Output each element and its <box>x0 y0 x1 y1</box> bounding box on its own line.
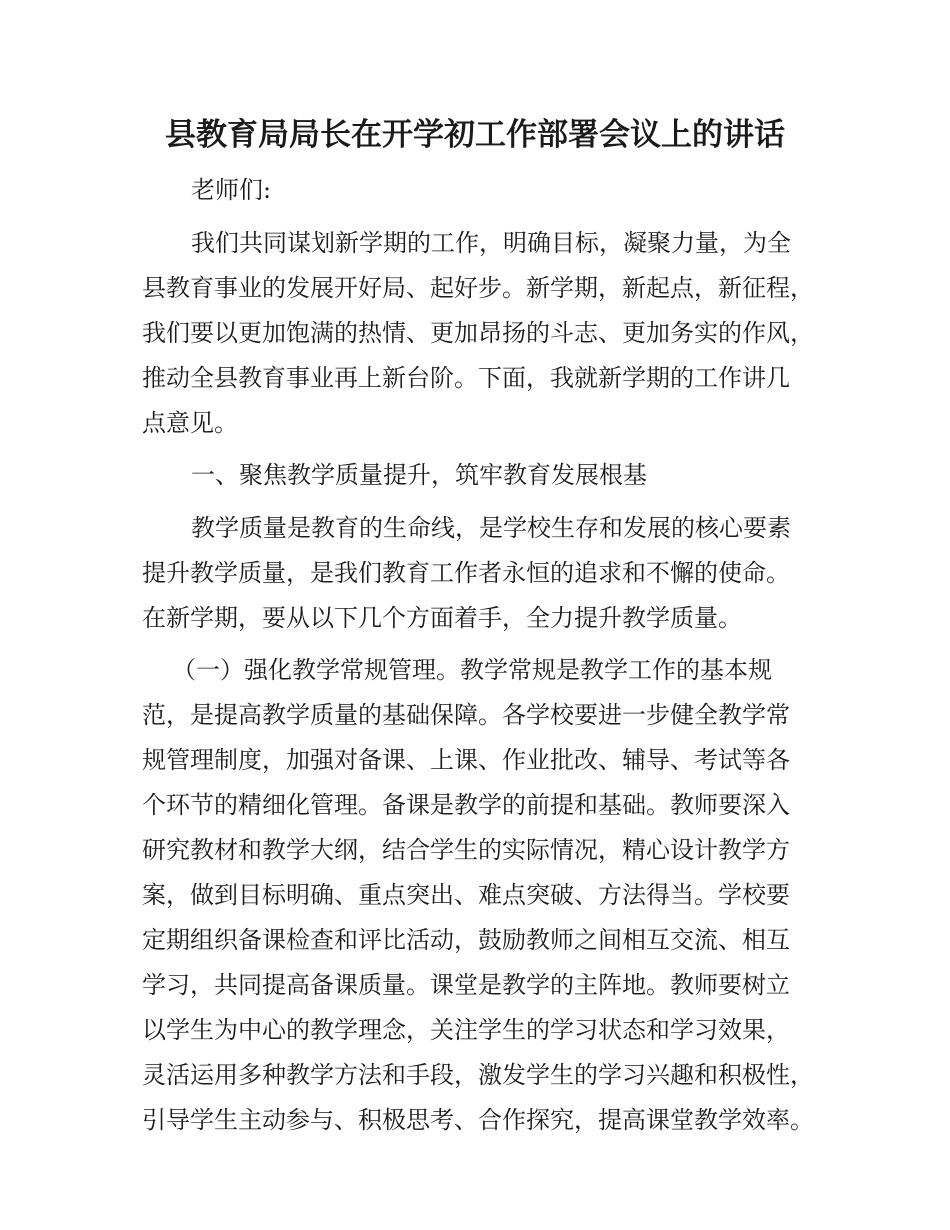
body-line: 点意见。 <box>142 409 238 437</box>
body-line: 灵活运用多种教学方法和手段，激发学生的学习兴趣和积极性， <box>142 1061 814 1089</box>
subsection-line: （一）强化教学常规管理。教学常规是教学工作的基本规 <box>172 656 772 684</box>
body-line: 我们共同谋划新学期的工作，明确目标，凝聚力量，为全 <box>191 229 791 257</box>
body-line: 学习，共同提高备课质量。课堂是教学的主阵地。教师要树立 <box>142 971 790 999</box>
body-line: 规管理制度，加强对备课、上课、作业批改、辅导、考试等各 <box>142 746 790 774</box>
section-heading: 一、聚焦教学质量提升，筑牢教育发展根基 <box>191 461 647 489</box>
body-line: 引导学生主动参与、积极思考、合作探究，提高课堂教学效率。 <box>142 1106 814 1134</box>
body-line: 范，是提高教学质量的基础保障。各学校要进一步健全教学常 <box>142 701 790 729</box>
body-line: 个环节的精细化管理。备课是教学的前提和基础。教师要深入 <box>142 791 790 819</box>
document-title: 县教育局局长在开学初工作部署会议上的讲话 <box>165 117 785 153</box>
body-line: 县教育事业的发展开好局、起好步。新学期，新起点，新征程， <box>142 274 814 302</box>
salutation: 老师们: <box>191 176 272 204</box>
body-line: 以学生为中心的教学理念，关注学生的学习状态和学习效果， <box>142 1016 790 1044</box>
body-line: 推动全县教育事业再上新台阶。下面，我就新学期的工作讲几 <box>142 364 790 392</box>
body-line: 在新学期，要从以下几个方面着手，全力提升教学质量。 <box>142 604 742 632</box>
body-line: 案，做到目标明确、重点突出、难点突破、方法得当。学校要 <box>142 881 790 909</box>
body-line: 提升教学质量，是我们教育工作者永恒的追求和不懈的使命。 <box>142 559 790 587</box>
body-line: 我们要以更加饱满的热情、更加昂扬的斗志、更加务实的作风， <box>142 319 814 347</box>
body-line: 教学质量是教育的生命线，是学校生存和发展的核心要素 <box>191 514 791 542</box>
body-line: 研究教材和教学大纲，结合学生的实际情况，精心设计教学方 <box>142 836 790 864</box>
body-line: 定期组织备课检查和评比活动，鼓励教师之间相互交流、相互 <box>142 926 790 954</box>
